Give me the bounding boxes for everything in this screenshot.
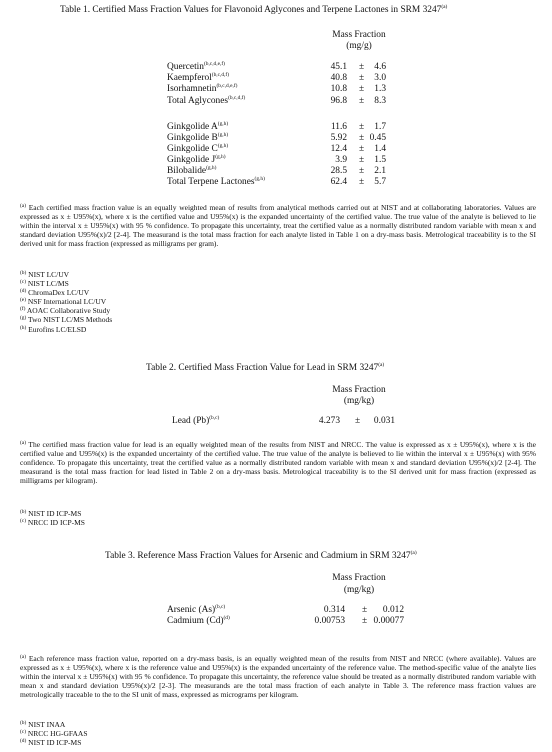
row-name: Kaempferol$^{(b,c,d,f)}$ xyxy=(167,72,229,84)
row-plus-minus: ± xyxy=(359,73,365,84)
row-value: 40.8 xyxy=(330,73,347,84)
row-value: 0.00753 xyxy=(314,616,345,627)
row-uncertainty: 3.0 xyxy=(374,73,386,84)
row-value: 62.4 xyxy=(330,176,347,187)
table3-note-a: $^{(a)}$ Each reference mass fraction value, reported on a dry-mass basis, is an equally weighted mean of the results from NIST and NRCC (where available). Values are expressed as x ± U95%(x), where x is the reference value and U95%(x) is the expanded uncertainty of the reference value. The method-specific value of the analyte lies within the interval x ± U95%(x) with 95 % confidence. To propagate this uncertainty, the reference value should be treated as a normally distributed random variable with mean x and standard deviation U95%(x)/2 [2-3]. The measurands are the total mass fraction of each analyte in Table 3. The reference mass fraction values are metrologically traceable to the to the SI unit of mass, expressed as micrograms per kilogram. xyxy=(20,654,537,700)
row-plus-minus: ± xyxy=(359,95,365,106)
row-name: Isorhamnetin$^{(b,c,d,e,f)}$ xyxy=(167,83,238,95)
row-uncertainty: 0.45 xyxy=(369,132,386,143)
row-plus-minus: ± xyxy=(359,176,365,187)
row-uncertainty: 5.7 xyxy=(374,176,386,187)
row-plus-minus: ± xyxy=(359,132,365,143)
table2-col-header-2: (mg/kg) xyxy=(343,396,375,406)
row-uncertainty: 1.5 xyxy=(374,154,386,165)
row-value: 4.273 xyxy=(318,416,340,426)
row-uncertainty: 2.1 xyxy=(374,165,386,176)
row-uncertainty: 4.6 xyxy=(374,62,386,72)
footnote: $^{(c)}$ NRCC ID ICP-MS xyxy=(20,518,85,528)
table1-footnotes xyxy=(20,270,320,334)
row-plus-minus: ± xyxy=(359,154,365,165)
footnote: $^{(g)}$ Two NIST LC/MS Methods xyxy=(20,315,113,325)
table1-col-header-1: Mass Fraction xyxy=(332,30,386,40)
row-value: 0.314 xyxy=(323,605,345,615)
table2-note-a: $^{(a)}$ The certified mass fraction value for lead is an equally weighted mean of the results from NIST and NRCC. The value is expressed as x ± U95%(x), where x is the certified value and U95%(x) is the expanded uncertainty of the certified value. The true value of the analyte is believed to lie within the interval x ± U95%(x) with 95% confidence. To propagate this uncertainty, treat the certified value as a normally distributed random variable with mean x and standard deviation U95%(x)/2 [2-4]. The measurand is the total mass fraction for lead listed in Table 2 on a dry-mass basis. Metrological traceability is to the SI derived unit for mass fraction (expressed as milligrams per kilogram). xyxy=(20,440,536,486)
row-value: 45.1 xyxy=(330,62,347,72)
table3-title: Table 3. Reference Mass Fraction Values for Arsenic and Cadmium in SRM 3247$^{(a)}$ xyxy=(105,550,417,561)
row-plus-minus: ± xyxy=(359,143,365,154)
footnote: $^{(e)}$ NSF International LC/UV xyxy=(20,297,107,307)
table2-title: Table 2. Certified Mass Fraction Value for Lead in SRM 3247$^{(a)}$ xyxy=(146,362,385,373)
row-name: Ginkgolide B$^{(g,h)}$ xyxy=(167,131,229,143)
row-name: Ginkgolide A$^{(g,h)}$ xyxy=(167,121,229,132)
row-name: Arsenic $(As)^{(b,c)}$ xyxy=(167,604,226,615)
row-plus-minus: ± xyxy=(359,165,365,176)
row-name: Total Aglycones$^{(b,c,d,f)}$ xyxy=(167,94,246,106)
row-value: 11.6 xyxy=(330,122,347,132)
row-value: 5.92 xyxy=(330,132,347,143)
row-value: 96.8 xyxy=(330,95,347,106)
row-uncertainty: 0.031 xyxy=(373,416,395,426)
table1-note-a: $^{(a)}$ Each certified mass fraction value is an equally weighted mean of results from analytical methods carried out at NIST and at collaborating laboratories. Values are expressed as x ± U95%(x), where x is the certified value and U95%(x) is the expanded uncertainty of the certified value. The true value of the analyte is believed to lie within the interval x ± U95%(x) with 95 % confidence. To propagate this uncertainty, treat the certified value as a normally distributed random variable with mean x and standard deviation U95%(x)/2 [2-4]. The measurand is the total mass fraction for each analyte listed in Table 1 on a dry-mass basis. Metrological traceability is to the SI derived unit for mass fraction (expressed as milligrams per gram). xyxy=(20,203,537,249)
footnote: $^{(d)}$ ChromaDex LC/UV xyxy=(20,288,90,298)
row-name: Ginkgolide C$^{(g,h)}$ xyxy=(167,142,229,154)
footnote: $^{(b)}$ NIST LC/UV xyxy=(20,270,70,279)
row-uncertainty: 0.00077 xyxy=(373,616,404,627)
row-name: Total Terpene Lactones$^{(g,h)}$ xyxy=(167,175,265,187)
row-uncertainty: 1.4 xyxy=(374,143,386,154)
row-uncertainty: 0.012 xyxy=(382,605,404,615)
row-uncertainty: 1.7 xyxy=(374,122,386,132)
footnote: $^{(b)}$ NIST INAA xyxy=(20,720,66,729)
row-name: Quercetin$^{(b,c,d,e,f)}$ xyxy=(167,61,225,72)
table3-col-header-2: (mg/kg) xyxy=(343,585,375,595)
footnote: $^{(b)}$ NIST ID ICP-MS xyxy=(20,509,82,518)
table1-col-header-2: (mg/g) xyxy=(346,41,372,51)
row-uncertainty: 1.3 xyxy=(374,84,386,95)
row-plus-minus: ± xyxy=(359,62,365,72)
table1-title: Table 1. Certified Mass Fraction Values for Flavonoid Aglycones and Terpene Lactones in SRM 3247$^{(a)}$ xyxy=(60,4,448,15)
row-plus-minus: ± xyxy=(355,416,361,426)
row-plus-minus: ± xyxy=(359,122,365,132)
row-plus-minus: ± xyxy=(362,616,368,627)
footnote: $^{(h)}$ Eurofins LC/ELSD xyxy=(20,324,87,334)
row-value: 3.9 xyxy=(335,154,347,165)
row-plus-minus: ± xyxy=(359,84,365,95)
table3-footnotes xyxy=(20,720,320,747)
footnote: $^{(f)}$ AOAC Collaborative Study xyxy=(20,306,111,316)
row-name: Cadmium $(Cd)^{(d)}$ xyxy=(167,615,230,627)
row-name: Bilobalide$^{(g,h)}$ xyxy=(167,164,217,176)
footnote: $^{(c)}$ NRCC HG-GFAAS xyxy=(20,729,88,739)
footnote: $^{(c)}$ NIST LC/MS xyxy=(20,279,69,289)
row-name: Lead $(Pb)^{(b,c)}$ xyxy=(172,415,220,426)
table2-footnotes xyxy=(20,509,320,527)
table3-col-header-1: Mass Fraction xyxy=(332,573,386,583)
row-value: 28.5 xyxy=(330,165,347,176)
row-value: 12.4 xyxy=(330,143,347,154)
row-value: 10.8 xyxy=(330,84,347,95)
footnote: $^{(d)}$ NIST ID ICP-MS xyxy=(20,738,82,748)
row-name: Ginkgolide J$^{(g,h)}$ xyxy=(167,153,226,165)
row-uncertainty: 8.3 xyxy=(374,95,386,106)
row-plus-minus: ± xyxy=(362,605,368,615)
table2-col-header-1: Mass Fraction xyxy=(332,385,386,395)
